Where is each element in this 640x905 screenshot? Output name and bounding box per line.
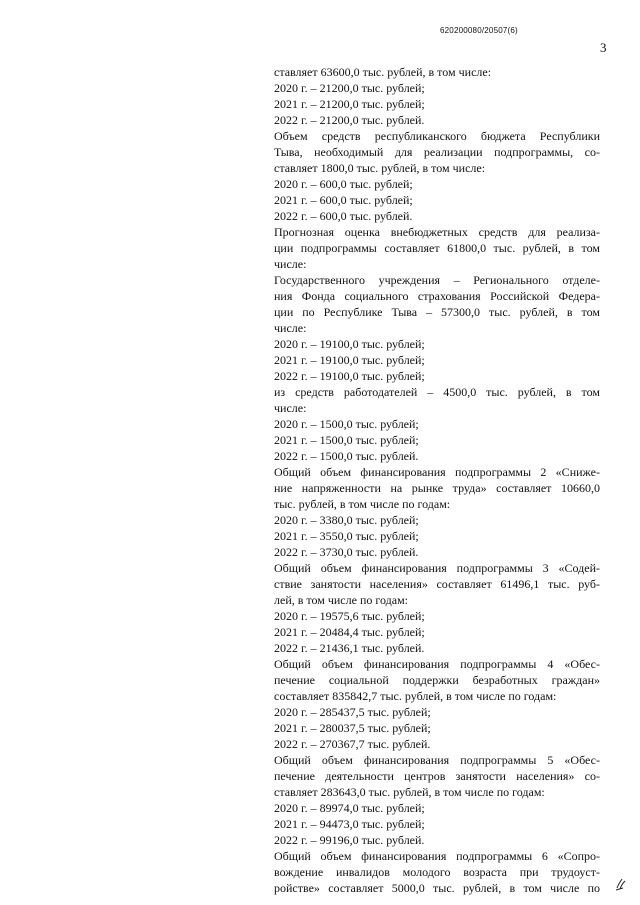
text-line: ции по Республике Тыва – 57300,0 тыс. рублей, в том [274,305,600,319]
text-line: 2020 г. – 600,0 тыс. рублей; [274,177,413,191]
text-line: Общий объем финансирования подпрограммы 3 «Содей- [274,561,600,575]
text-line: числе: [274,321,307,335]
document-code: 620200080/20507(6) [440,26,518,35]
text-line: Тыва, необходимый для реализации подпрограммы, со- [274,145,600,159]
text-line: числе: [274,401,307,415]
text-line: 2020 г. – 19575,6 тыс. рублей; [274,609,425,623]
text-line: тыс. рублей, в том числе по годам: [274,497,451,511]
text-line: Общий объем финансирования подпрограммы 4 «Обес- [274,657,600,671]
text-line: ствие занятости населения» составляет 61496,1 тыс. руб- [274,577,600,591]
text-line: ставляет 63600,0 тыс. рублей, в том числе: [274,65,492,79]
text-line: печение деятельности центров занятости населения» со- [274,769,600,783]
text-line: Прогнозная оценка внебюджетных средств для реализа- [274,225,600,239]
text-line: 2022 г. – 600,0 тыс. рублей. [274,209,413,223]
text-line: 2022 г. – 270367,7 тыс. рублей. [274,737,431,751]
text-line: 2022 г. – 3730,0 тыс. рублей. [274,545,419,559]
text-line: 2021 г. – 20484,4 тыс. рублей; [274,625,425,639]
text-line: 2021 г. – 94473,0 тыс. рублей; [274,817,425,831]
initials-mark [614,876,628,892]
text-line: 2020 г. – 21200,0 тыс. рублей; [274,81,425,95]
text-line: 2021 г. – 21200,0 тыс. рублей; [274,97,425,111]
text-line: Государственного учреждения – Регионального отделе- [274,273,600,287]
text-line: 2021 г. – 19100,0 тыс. рублей; [274,353,425,367]
text-line: 2022 г. – 19100,0 тыс. рублей; [274,369,425,383]
text-line: 2020 г. – 19100,0 тыс. рублей; [274,337,425,351]
text-line: 2022 г. – 21200,0 тыс. рублей. [274,113,425,127]
text-line: 2020 г. – 1500,0 тыс. рублей; [274,417,419,431]
text-line: Общий объем финансирования подпрограммы 2 «Сниже- [274,465,600,479]
text-line: 2021 г. – 1500,0 тыс. рублей; [274,433,419,447]
text-line: Объем средств республиканского бюджета Республики [274,129,600,143]
text-line: 2020 г. – 89974,0 тыс. рублей; [274,801,425,815]
text-line: 2022 г. – 21436,1 тыс. рублей. [274,641,425,655]
text-line: 2021 г. – 3550,0 тыс. рублей; [274,529,419,543]
text-line: ставляет 283643,0 тыс. рублей, в том числе по годам: [274,785,545,799]
text-line: числе: [274,257,307,271]
text-line: 2022 г. – 99196,0 тыс. рублей. [274,833,425,847]
text-line: 2020 г. – 3380,0 тыс. рублей; [274,513,419,527]
text-line: составляет 835842,7 тыс. рублей, в том числе по годам: [274,689,557,703]
page-number: 3 [600,40,607,55]
text-line: 2020 г. – 285437,5 тыс. рублей; [274,705,431,719]
text-line: 2021 г. – 600,0 тыс. рублей; [274,193,413,207]
text-line: 2021 г. – 280037,5 тыс. рублей; [274,721,431,735]
text-line: печение социальной поддержки безработных граждан» [274,673,600,687]
text-line: лей, в том числе по годам: [274,593,409,607]
text-line: 2022 г. – 1500,0 тыс. рублей. [274,449,419,463]
text-line: ния Фонда социального страхования Российской Федера- [274,289,600,303]
text-line: из средств работодателей – 4500,0 тыс. рублей, в том [274,385,600,399]
text-line: Общий объем финансирования подпрограммы 5 «Обес- [274,753,600,767]
text-line: Общий объем финансирования подпрограммы 6 «Сопро- [274,849,600,863]
text-line: вождение инвалидов молодого возраста при трудоуст- [274,865,600,879]
text-line: ние напряженности на рынке труда» составляет 10660,0 [274,481,600,495]
text-line: ции подпрограммы составляет 61800,0 тыс. рублей, в том [274,241,600,255]
text-line: ставляет 1800,0 тыс. рублей, в том числе: [274,161,486,175]
text-line: ройстве» составляет 5000,0 тыс. рублей, в том числе по [274,881,600,895]
document-body [274,64,600,896]
